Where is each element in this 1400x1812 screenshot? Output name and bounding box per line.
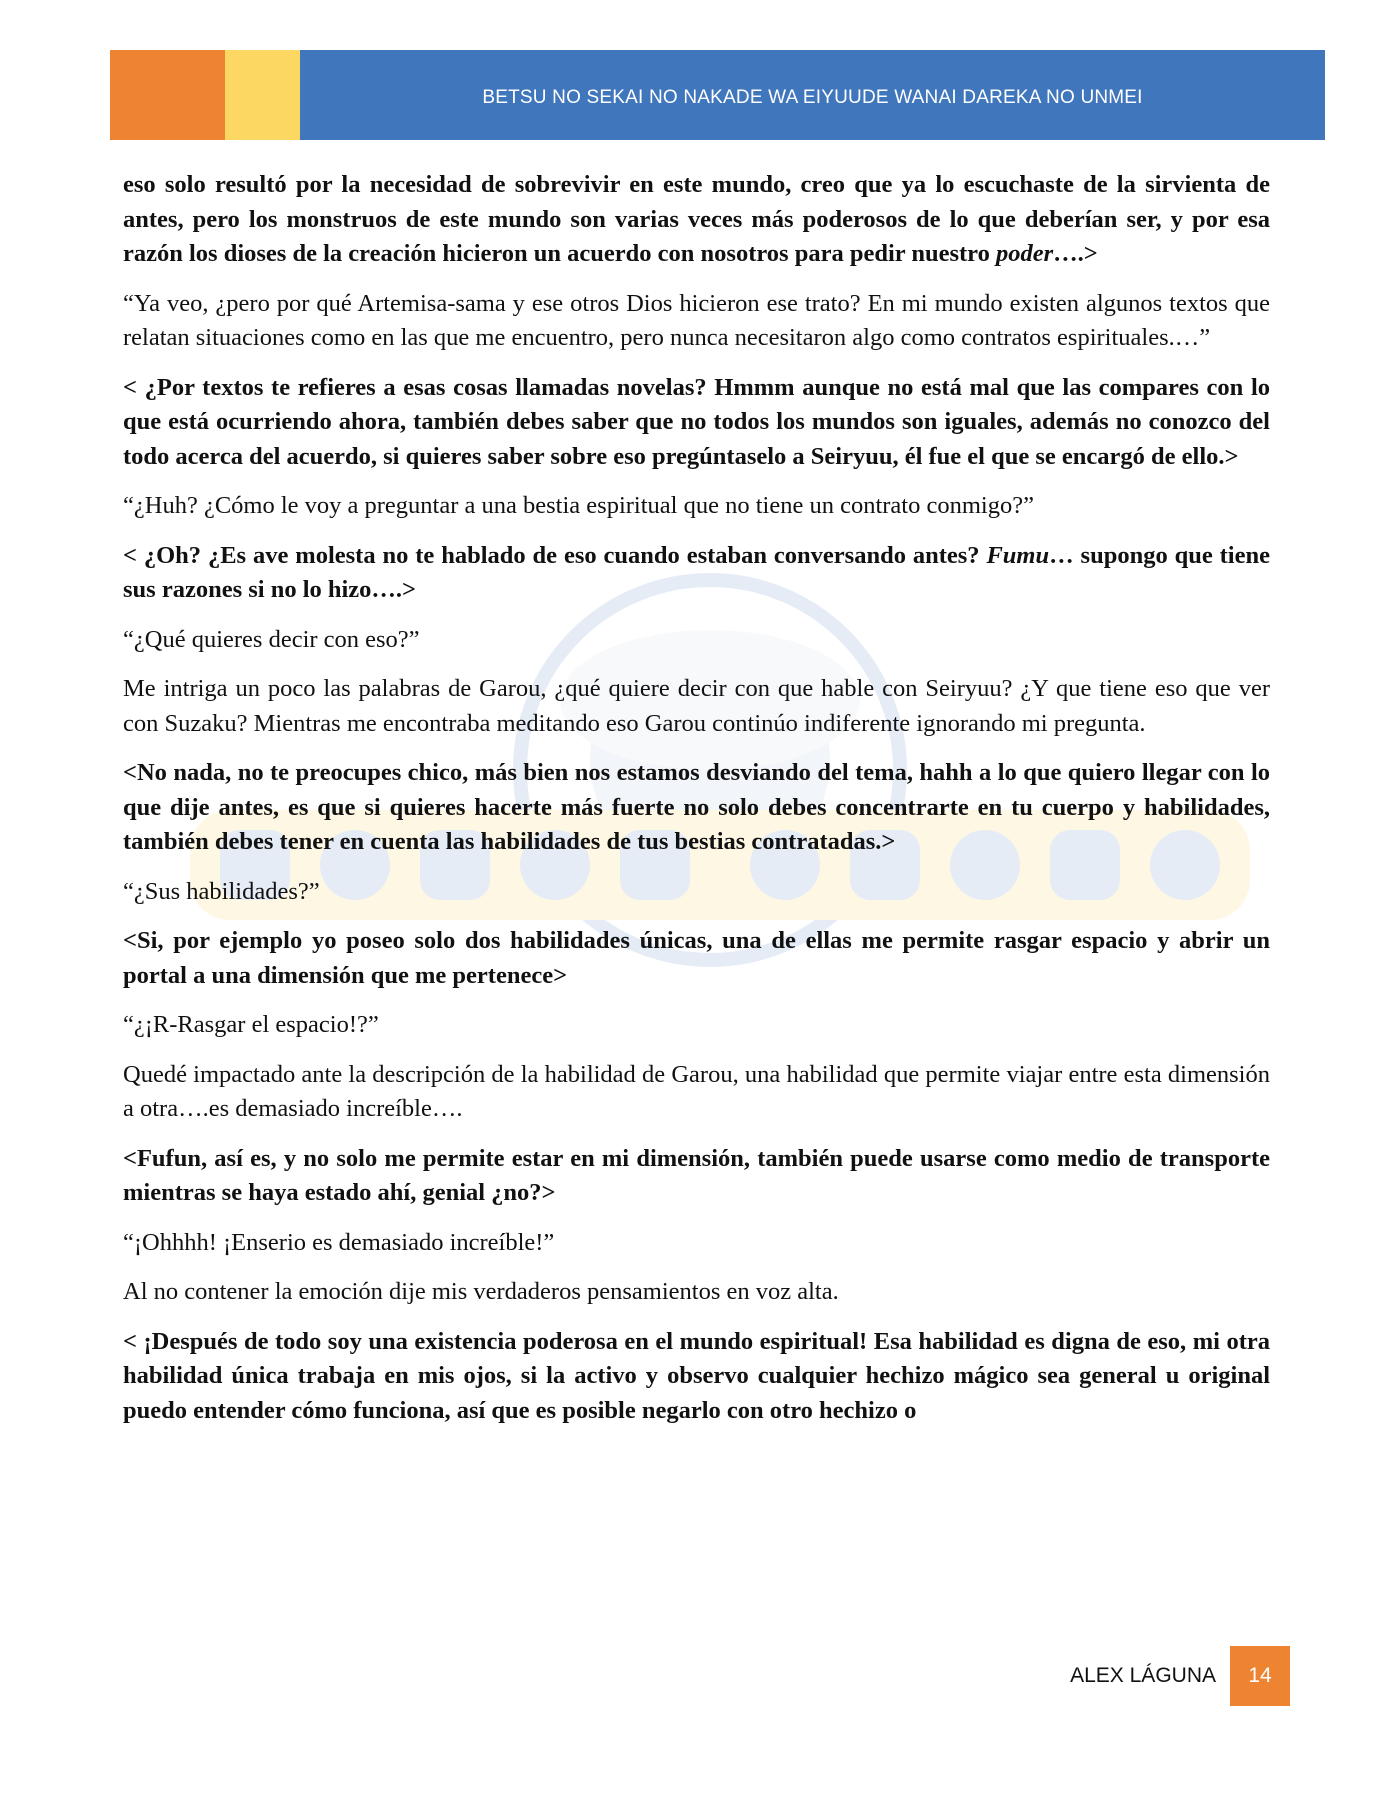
dialogue-garou-4: <No nada, no te preocupes chico, más bien nos estamos desviando del tema, hahh a lo que quiero llegar con lo que dije antes, es que si quieres hacerte más fuerte no solo debes concentrarte en tu cuerpo y habilidades, también debes tener en cuenta las habilidades de tus bestias contratadas.> <box>123 759 1270 855</box>
dialogue-protagonist-5: “¿¡R-Rasgar el espacio!?” <box>123 1011 379 1038</box>
dialogue-protagonist-6: “¡Ohhhh! ¡Enserio es demasiado increíble!” <box>123 1228 555 1256</box>
narration-1: Me intriga un poco las palabras de Garou, ¿qué quiere decir con que hable con Seiryuu? ¿Y que tiene eso que ver con Suzaku? Mientras me encontraba meditando eso Garou continúo indiferente ignorando mi pregunta. <box>123 675 1270 737</box>
narration-2: Quedé impactado ante la descripción de la habilidad de Garou, una habilidad que permite viajar entre esta dimensión a otra….es demasiado increíble…. <box>123 1060 1270 1122</box>
dialogue-garou-6: <Fufun, así es, y no solo me permite estar en mi dimensión, también puede usarse como medio de transporte mientras se haya estado ahí, genial ¿no?> <box>123 1144 1270 1206</box>
dialogue-garou-1 <box>123 168 1270 272</box>
dialogue-protagonist-2: “¿Huh? ¿Cómo le voy a preguntar a una bestia espiritual que no tiene un contrato conmigo?” <box>123 492 1034 519</box>
dialogue-protagonist-1: “Ya veo, ¿pero por qué Artemisa-sama y ese otros Dios hicieron ese trato? En mi mundo existen algunos textos que relatan situaciones como en las que me encuentro, pero nunca necesitaron algo como contratos espirituales.…” <box>123 289 1270 351</box>
header-yellow-block <box>225 50 300 140</box>
paragraph-text: eso solo resultó por la necesidad de sobrevivir en este mundo, creo que ya lo escuchaste de la sirvienta de antes, pero los monstruos de este mundo son varias veces más poderosos de lo que deberían ser, y por esa razón los dioses de la creación hicieron un acuerdo con nosotros para pedir nuestro <box>123 171 1270 267</box>
paragraph-text: < ¿Oh? ¿Es ave molesta no te hablado de eso cuando estaban conversando antes? <box>123 541 987 569</box>
dialogue-protagonist-4: “¿Sus habilidades?” <box>123 877 320 905</box>
paragraph-italic: poder <box>995 240 1054 267</box>
dialogue-protagonist-3: “¿Qué quieres decir con eso?” <box>123 625 420 653</box>
page-body <box>123 168 1270 1443</box>
narration-3: Al no contener la emoción dije mis verdaderos pensamientos en voz alta. <box>123 1278 839 1305</box>
header-title-bar <box>300 50 1325 140</box>
author-name: ALEX LÁGUNA <box>1070 1664 1216 1687</box>
header-title: BETSU NO SEKAI NO NAKADE WA EIYUUDE WANAI DAREKA NO UNMEI <box>482 87 1143 108</box>
dialogue-garou-2: < ¿Por textos te refieres a esas cosas llamadas novelas? Hmmm aunque no está mal que las compares con lo que está ocurriendo ahora, también debes saber que no todos los mundos son iguales, además no conozco del todo acerca del acuerdo, si quieres saber sobre eso pregúntaselo a Seiryuu, él fue el que se encargó de ello.> <box>123 373 1270 470</box>
header-orange-block <box>110 50 225 140</box>
page-footer <box>1070 1646 1290 1706</box>
paragraph-italic: Fumu <box>986 541 1050 569</box>
dialogue-garou-5: <Si, por ejemplo yo poseo solo dos habilidades únicas, una de ellas me permite rasgar espacio y abrir un portal a una dimensión que me pertenece> <box>123 927 1270 989</box>
dialogue-garou-3 <box>123 539 1270 608</box>
page-number: 14 <box>1248 1664 1272 1687</box>
paragraph-tail: ….> <box>1053 240 1098 267</box>
page-number-box <box>1230 1646 1290 1706</box>
page-header <box>110 50 1325 140</box>
dialogue-garou-7: < ¡Después de todo soy una existencia poderosa en el mundo espiritual! Esa habilidad es digna de eso, mi otra habilidad única trabaja en mis ojos, si la activo y observo cualquier hechizo mágico sea general u original puedo entender cómo funciona, así que es posible negarlo con otro hechizo o <box>123 1327 1270 1424</box>
paragraph-tail: … supongo que tiene sus razones si no lo hizo….> <box>123 541 1270 603</box>
